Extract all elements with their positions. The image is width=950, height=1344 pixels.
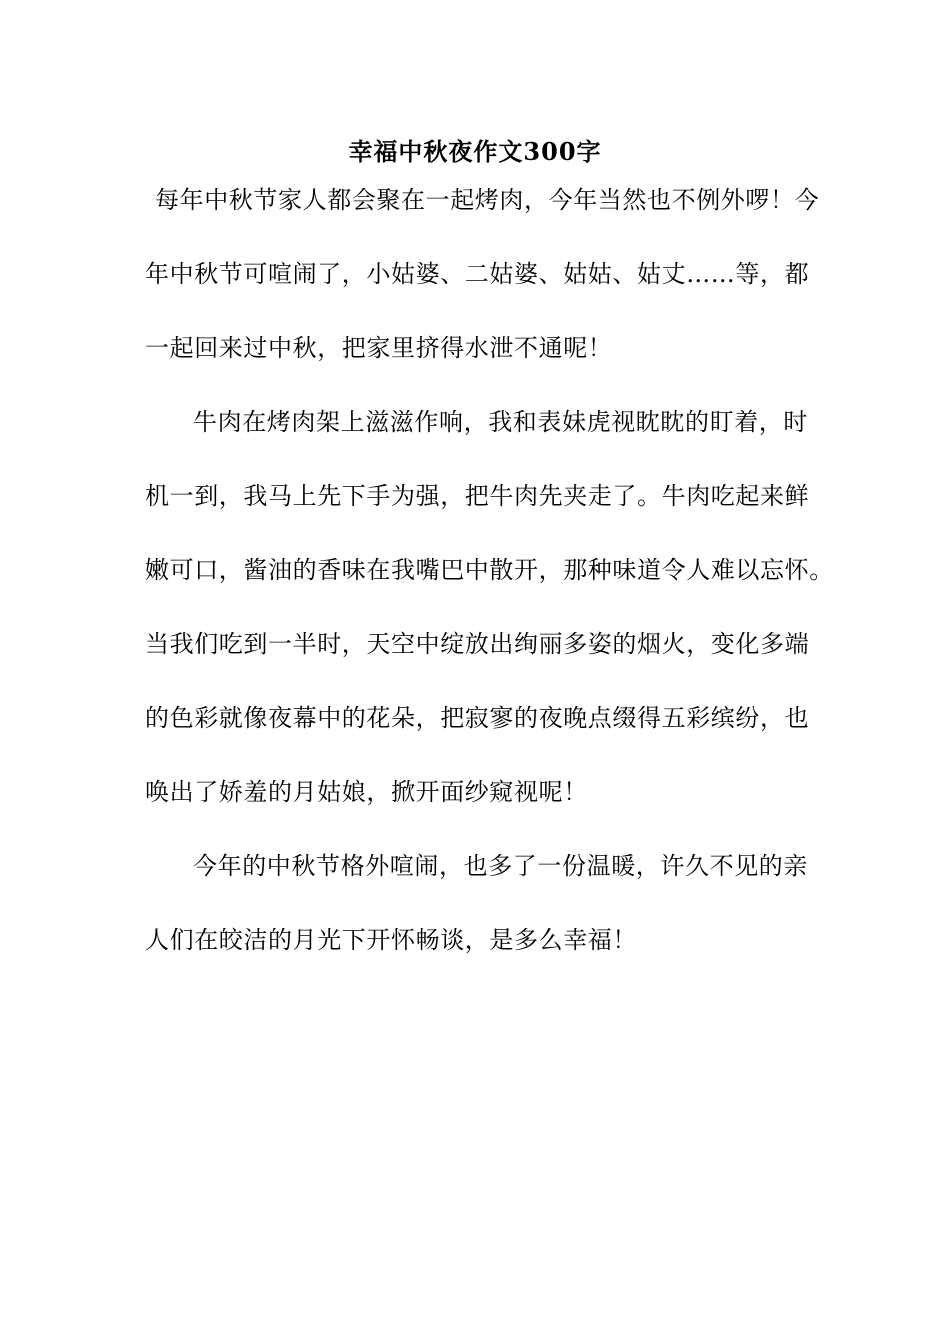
paragraph-2-line-1: 牛肉在烤肉架上滋滋作响，我和表妹虎视眈眈的盯着，时 [193, 408, 808, 436]
paragraph-1-line-3: 一起回来过中秋，把家里挤得水泄不通呢！ [145, 334, 613, 362]
paragraph-2-line-3: 嫩可口，酱油的香味在我嘴巴中散开，那种味道令人难以忘怀。 [145, 556, 834, 584]
paragraph-2-line-5: 的色彩就像夜幕中的花朵，把寂寥的夜晚点缀得五彩缤纷，也 [145, 704, 810, 732]
paragraph-2-line-4: 当我们吃到一半时，天空中绽放出绚丽多姿的烟火，变化多端 [145, 630, 810, 658]
paragraph-3-line-1: 今年的中秋节格外喧闹，也多了一份温暖，许久不见的亲 [193, 852, 808, 880]
paragraph-1-line-2: 年中秋节可喧闹了，小姑婆、二姑婆、姑姑、姑丈……等，都 [145, 260, 810, 288]
paragraph-2-line-6: 唤出了娇羞的月姑娘，掀开面纱窥视呢！ [145, 778, 588, 806]
paragraph-2-line-2: 机一到，我马上先下手为强，把牛肉先夹走了。牛肉吃起来鲜 [145, 482, 810, 510]
page-title: 幸福中秋夜作文300字 [348, 137, 602, 166]
paragraph-1-line-1: 每年中秋节家人都会聚在一起烤肉，今年当然也不例外啰！今 [155, 186, 820, 214]
paragraph-3-line-2: 人们在皎洁的月光下开怀畅谈，是多么幸福！ [145, 926, 637, 954]
